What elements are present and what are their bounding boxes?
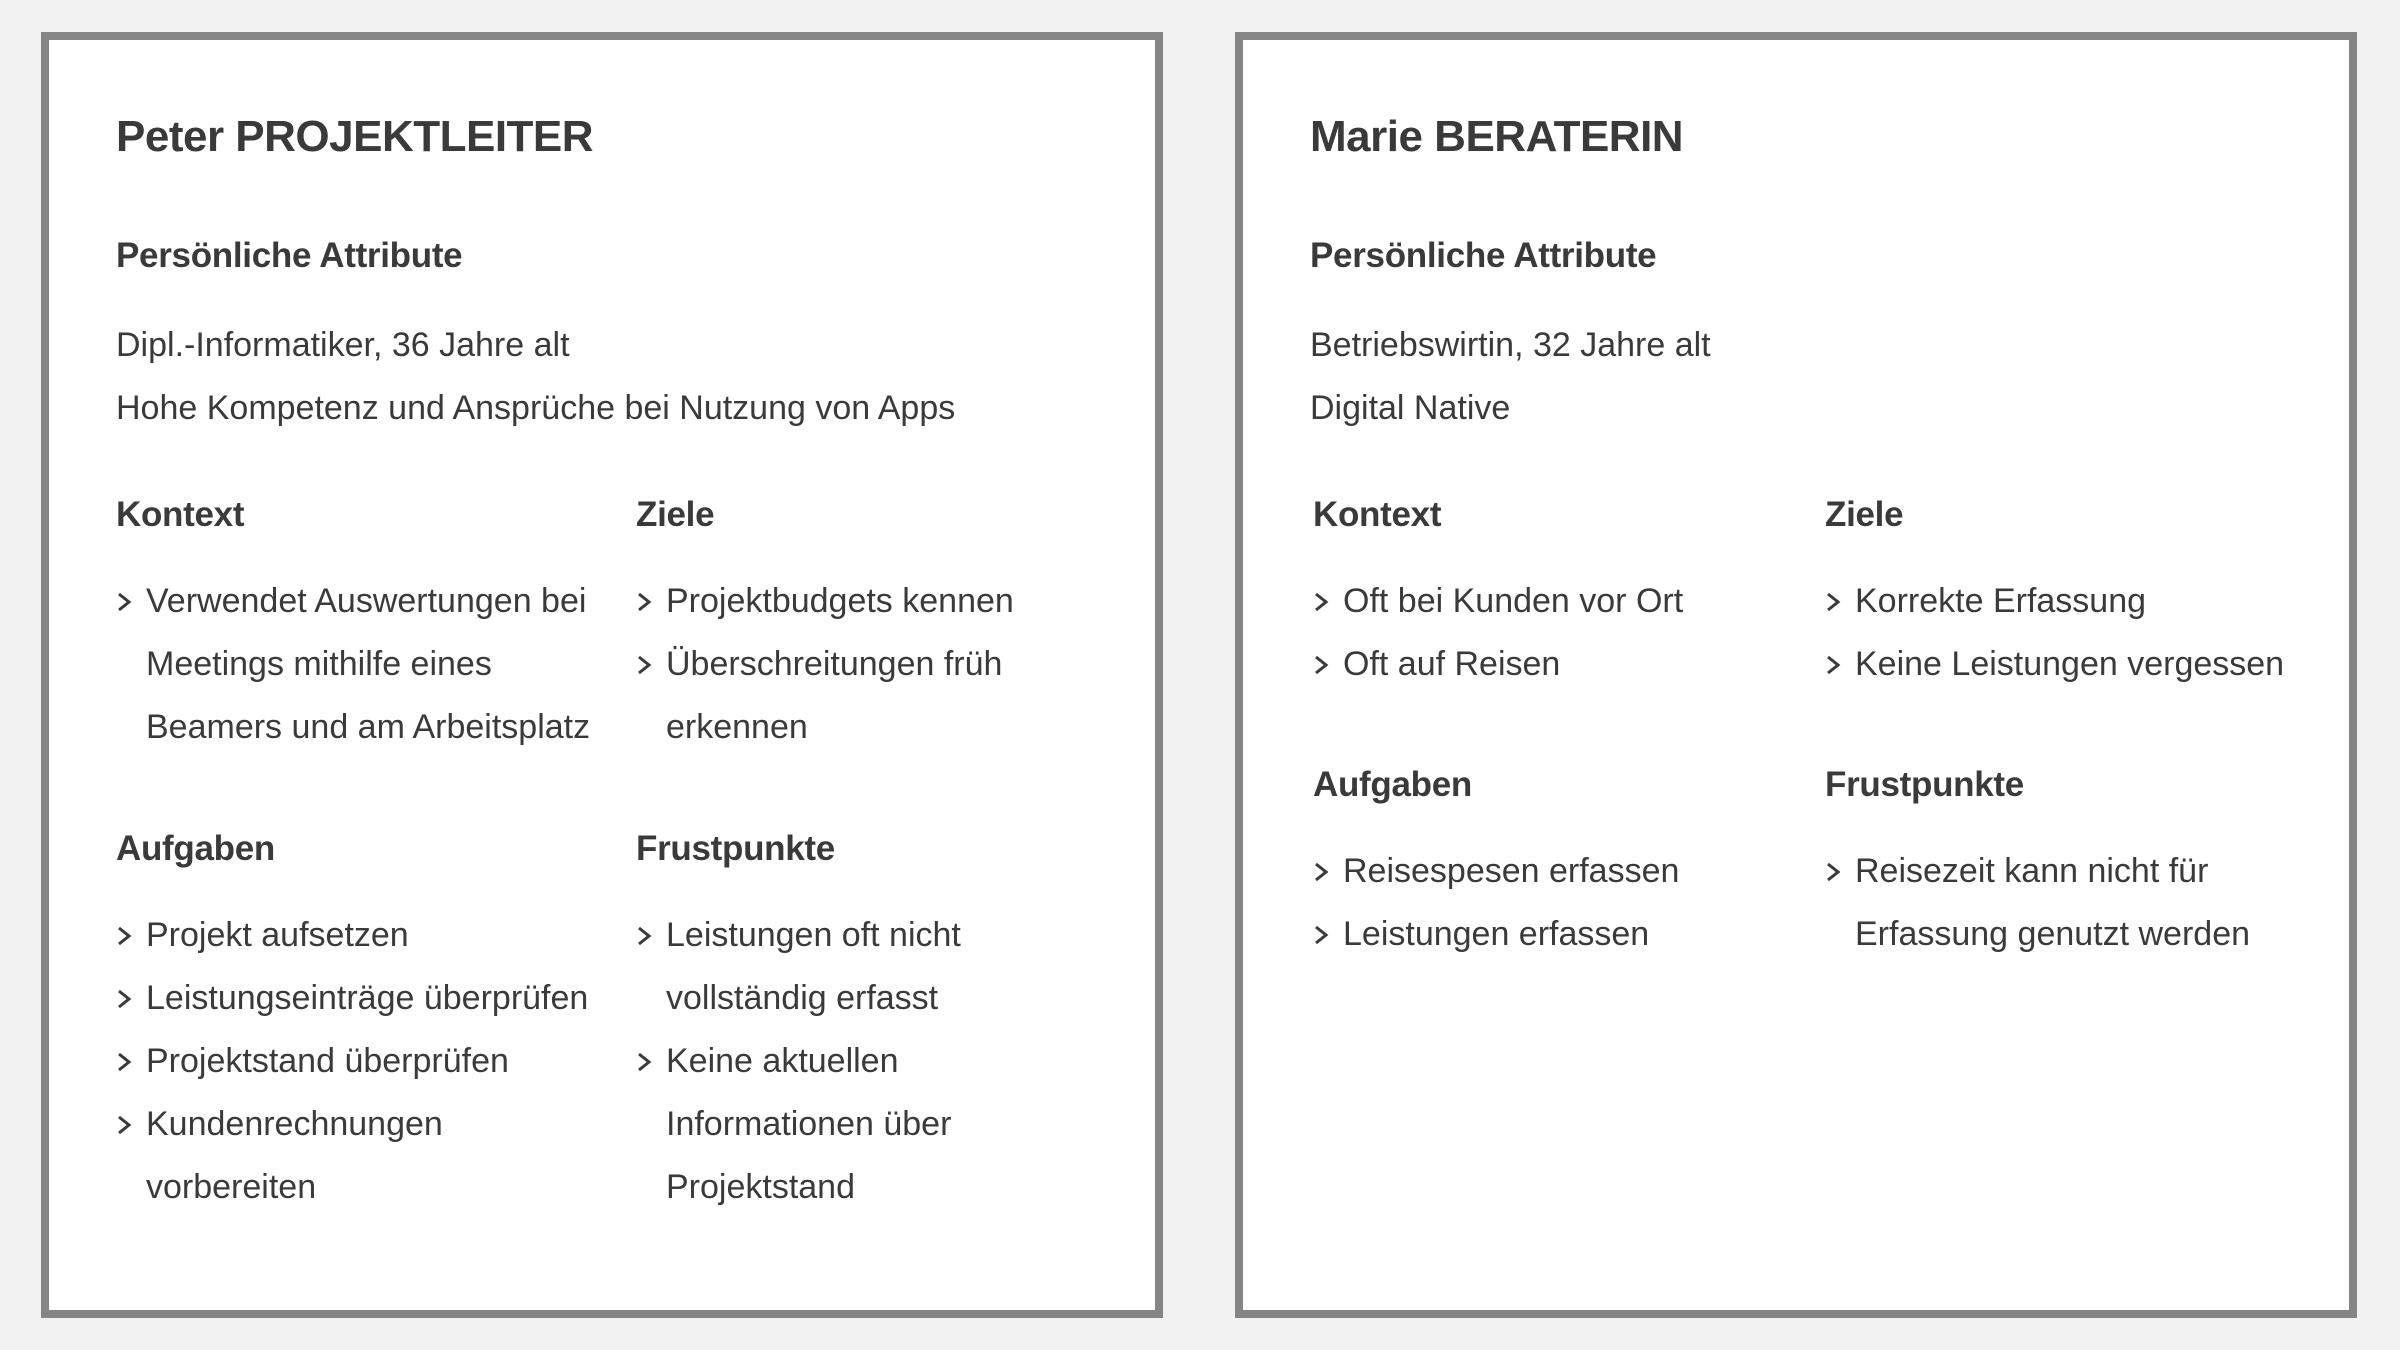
section-frustpunkte	[1825, 765, 2305, 966]
list-item	[1825, 633, 2305, 696]
list-item-text: vorbereiten	[146, 1168, 317, 1206]
persona-card-marie	[1235, 32, 2357, 1318]
list-item	[636, 1030, 1116, 1093]
list-item-text: Projektbudgets kennen	[666, 582, 1014, 620]
list-item	[636, 570, 1116, 633]
list-item	[636, 967, 1116, 1030]
list-item	[1825, 570, 2305, 633]
list-item	[116, 633, 596, 696]
bullet-list	[636, 570, 1116, 759]
attribute-line: Digital Native	[1310, 389, 1511, 427]
bullet-list	[1313, 570, 1793, 696]
bullet-list	[116, 570, 596, 759]
list-item	[116, 967, 596, 1030]
list-item-text: Keine Leistungen vergessen	[1855, 645, 2285, 683]
chevron-right-icon	[636, 1052, 652, 1072]
persona-card-peter	[41, 32, 1163, 1318]
list-item-text: Leistungseinträge überprüfen	[146, 979, 589, 1017]
list-item-text: Keine aktuellen	[666, 1042, 899, 1080]
list-item-text: Überschreitungen früh	[666, 645, 1003, 683]
section-heading: Aufgaben	[116, 829, 275, 868]
list-item	[1313, 840, 1793, 903]
chevron-right-icon	[1825, 592, 1841, 612]
list-item-text: Reisezeit kann nicht für	[1855, 852, 2209, 890]
section-ziele	[636, 495, 1116, 759]
section-heading: Kontext	[116, 495, 245, 534]
attribute-line: Hohe Kompetenz und Ansprüche bei Nutzung von Apps	[116, 389, 956, 427]
list-item	[116, 904, 596, 967]
chevron-right-icon	[1313, 925, 1329, 945]
persona-name: Marie BERATERIN	[1310, 112, 1684, 161]
chevron-right-icon	[1825, 862, 1841, 882]
list-item	[636, 904, 1116, 967]
list-item-text: Beamers und am Arbeitsplatz	[146, 708, 591, 746]
list-item-text: Oft bei Kunden vor Ort	[1343, 582, 1684, 620]
persona-name: Peter PROJEKTLEITER	[116, 112, 594, 161]
list-item-text: Projekt aufsetzen	[146, 916, 409, 954]
list-item-text: Leistungen oft nicht	[666, 916, 961, 954]
chevron-right-icon	[116, 592, 132, 612]
section-aufgaben	[116, 829, 596, 1219]
list-item	[636, 1156, 1116, 1219]
list-item-text: Reisespesen erfassen	[1343, 852, 1680, 890]
chevron-right-icon	[636, 655, 652, 675]
list-item	[116, 696, 596, 759]
section-kontext	[1313, 495, 1793, 696]
list-item	[636, 633, 1116, 696]
list-item	[1313, 570, 1793, 633]
section-heading: Kontext	[1313, 495, 1442, 534]
list-item	[1313, 633, 1793, 696]
section-ziele	[1825, 495, 2305, 696]
bullet-list	[1825, 570, 2305, 696]
attributes-heading: Persönliche Attribute	[1310, 236, 1657, 275]
list-item-text: Informationen über	[666, 1105, 952, 1143]
list-item-text: Kundenrechnungen	[146, 1105, 443, 1143]
bullet-list	[1313, 840, 1793, 966]
list-item-text: Leistungen erfassen	[1343, 915, 1650, 953]
section-frustpunkte	[636, 829, 1116, 1219]
list-item-text: Meetings mithilfe eines	[146, 645, 492, 683]
list-item	[116, 1156, 596, 1219]
list-item	[636, 1093, 1116, 1156]
list-item	[1825, 840, 2305, 903]
section-aufgaben	[1313, 765, 1793, 966]
attributes-heading: Persönliche Attribute	[116, 236, 463, 275]
bullet-list	[636, 904, 1116, 1219]
section-heading: Aufgaben	[1313, 765, 1472, 804]
section-heading: Frustpunkte	[1825, 765, 2024, 804]
section-heading: Ziele	[636, 495, 715, 534]
chevron-right-icon	[116, 989, 132, 1009]
chevron-right-icon	[116, 1052, 132, 1072]
chevron-right-icon	[1825, 655, 1841, 675]
attribute-line: Betriebswirtin, 32 Jahre alt	[1310, 326, 1711, 364]
chevron-right-icon	[1313, 592, 1329, 612]
list-item-text: Projektstand	[666, 1168, 855, 1206]
list-item-text: Oft auf Reisen	[1343, 645, 1561, 683]
list-item	[1825, 903, 2305, 966]
bullet-list	[116, 904, 596, 1219]
list-item-text: Verwendet Auswertungen bei	[146, 582, 587, 620]
list-item	[116, 1030, 596, 1093]
list-item-text: Erfassung genutzt werden	[1855, 915, 2251, 953]
chevron-right-icon	[636, 926, 652, 946]
list-item-text: Korrekte Erfassung	[1855, 582, 2147, 620]
section-heading: Frustpunkte	[636, 829, 835, 868]
chevron-right-icon	[116, 1115, 132, 1135]
chevron-right-icon	[1313, 862, 1329, 882]
chevron-right-icon	[636, 592, 652, 612]
list-item	[636, 696, 1116, 759]
bullet-list	[1825, 840, 2305, 966]
chevron-right-icon	[116, 926, 132, 946]
list-item	[1313, 903, 1793, 966]
attributes-list	[1310, 314, 1711, 440]
list-item-text: vollständig erfasst	[666, 979, 939, 1017]
list-item-text: Projektstand überprüfen	[146, 1042, 509, 1080]
list-item	[116, 1093, 596, 1156]
section-kontext	[116, 495, 596, 759]
list-item-text: erkennen	[666, 708, 808, 746]
attribute-line: Dipl.-Informatiker, 36 Jahre alt	[116, 326, 570, 364]
list-item	[116, 570, 596, 633]
section-heading: Ziele	[1825, 495, 1904, 534]
chevron-right-icon	[1313, 655, 1329, 675]
attributes-list	[116, 314, 955, 440]
